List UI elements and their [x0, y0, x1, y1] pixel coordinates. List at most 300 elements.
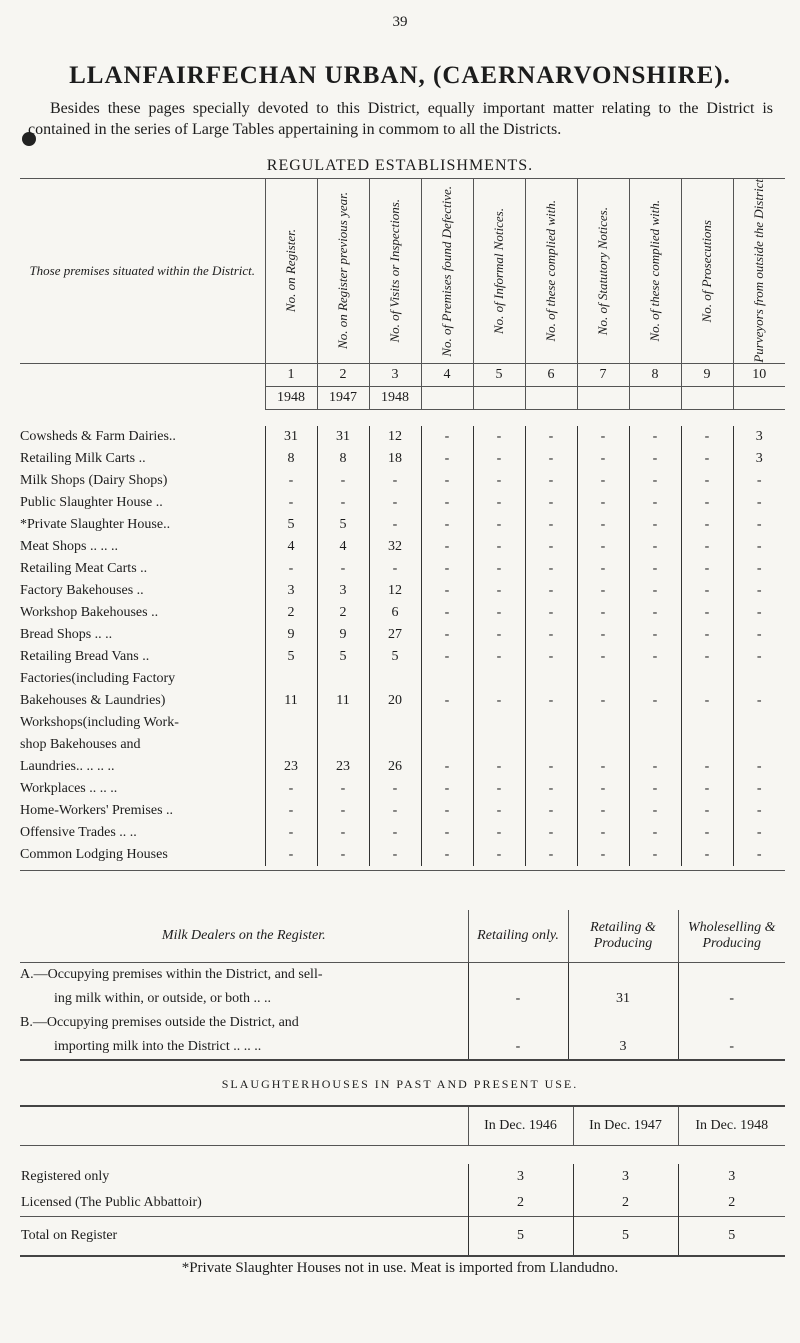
table-cell: 5	[317, 646, 369, 668]
table-cell: -	[369, 558, 421, 580]
intro-paragraph: Besides these pages specially devoted to this District, equally important matter relating to the District is contained in the series of Large Tables appertaining in commom to all the Districts.	[28, 100, 773, 138]
establishments-table	[20, 178, 785, 871]
table-cell: -	[577, 580, 629, 602]
table-cell	[629, 668, 681, 690]
table-row	[20, 844, 785, 866]
page-number: 39	[392, 14, 408, 30]
table-cell	[317, 712, 369, 734]
table-row	[20, 580, 785, 602]
table-cell: -	[468, 987, 568, 1011]
table-cell: -	[473, 514, 525, 536]
table-cell: 23	[317, 756, 369, 778]
table-cell: -	[629, 492, 681, 514]
table-cell: -	[577, 470, 629, 492]
table-cell: -	[681, 580, 733, 602]
slaughter-column-header: In Dec. 1946	[468, 1106, 573, 1146]
table-cell: -	[473, 426, 525, 448]
row-label: Bakehouses & Laundries)	[20, 692, 166, 708]
table-cell: -	[733, 624, 785, 646]
table-cell: -	[473, 602, 525, 624]
column-year: 1948	[369, 386, 421, 409]
table-row	[20, 734, 785, 756]
table-cell	[629, 712, 681, 734]
milk-column-header: Wholeselling & Producing	[678, 910, 785, 963]
table-cell: 18	[369, 448, 421, 470]
table-cell: 5	[265, 514, 317, 536]
row-label: Factory Bakehouses ..	[20, 582, 144, 598]
column-year	[473, 386, 525, 409]
table-cell: -	[629, 514, 681, 536]
table-cell: -	[525, 470, 577, 492]
table-cell: 23	[265, 756, 317, 778]
column-number: 4	[421, 363, 473, 386]
table-cell: -	[473, 624, 525, 646]
row-label: Retailing Bread Vans ..	[20, 648, 150, 664]
column-header	[681, 179, 733, 364]
table-cell: 12	[369, 580, 421, 602]
column-header	[733, 179, 785, 364]
column-header	[317, 179, 369, 364]
table-cell: 9	[317, 624, 369, 646]
table-cell	[577, 668, 629, 690]
table-row	[20, 756, 785, 778]
table-cell: -	[577, 426, 629, 448]
table-cell: -	[681, 470, 733, 492]
table-cell	[629, 734, 681, 756]
table-cell: 3	[733, 426, 785, 448]
table-cell: 31	[265, 426, 317, 448]
table-cell: 4	[265, 536, 317, 558]
column-header	[629, 179, 681, 364]
row-label: Workshop Bakehouses ..	[20, 604, 159, 620]
table-row	[20, 492, 785, 514]
table-cell: -	[473, 822, 525, 844]
table-cell: -	[421, 558, 473, 580]
row-label: Factories(including Factory	[20, 670, 176, 686]
table-cell: -	[629, 822, 681, 844]
row-label: Home-Workers' Premises ..	[20, 802, 174, 818]
table-cell: -	[421, 646, 473, 668]
table-cell: -	[317, 492, 369, 514]
table-cell: -	[525, 756, 577, 778]
table-cell	[421, 734, 473, 756]
table-cell: -	[681, 514, 733, 536]
table-cell: -	[317, 470, 369, 492]
table-cell: -	[369, 822, 421, 844]
table-cell: 3	[568, 1035, 678, 1060]
table-cell: -	[421, 448, 473, 470]
table-cell	[369, 712, 421, 734]
page-title: LLANFAIRFECHAN URBAN, (CAERNARVONSHIRE).	[69, 62, 731, 89]
table-cell: -	[681, 624, 733, 646]
column-number: 5	[473, 363, 525, 386]
slaughter-column-header: In Dec. 1947	[573, 1106, 678, 1146]
table-cell: -	[733, 690, 785, 712]
table-cell	[473, 668, 525, 690]
table-row	[20, 514, 785, 536]
table-cell: -	[525, 536, 577, 558]
table-cell: -	[629, 778, 681, 800]
table-cell: -	[577, 602, 629, 624]
table-cell: 31	[317, 426, 369, 448]
row-label: Common Lodging Houses	[20, 846, 168, 862]
first-column-header: Those premises situated within the District.	[20, 179, 265, 364]
column-number: 9	[681, 363, 733, 386]
table-cell: -	[525, 822, 577, 844]
row-label: Total on Register	[20, 1217, 468, 1257]
column-header-label: No. of these complied with.	[647, 200, 662, 342]
table-cell: -	[265, 492, 317, 514]
column-header-label: No. of Informal Notices.	[491, 207, 506, 334]
table-cell: -	[421, 690, 473, 712]
table-cell: -	[525, 646, 577, 668]
row-label: Cowsheds & Farm Dairies..	[20, 428, 176, 444]
table-cell	[733, 668, 785, 690]
table-cell: -	[473, 800, 525, 822]
table-cell: -	[733, 800, 785, 822]
table-cell: 5	[369, 646, 421, 668]
table-cell: 26	[369, 756, 421, 778]
table-cell	[369, 734, 421, 756]
table-row	[20, 987, 785, 1011]
table-row	[20, 822, 785, 844]
table-cell: -	[473, 536, 525, 558]
table-row	[20, 536, 785, 558]
table-row	[20, 712, 785, 734]
table-cell: -	[629, 646, 681, 668]
table-row	[20, 426, 785, 448]
table-cell: -	[577, 536, 629, 558]
table-cell	[265, 734, 317, 756]
table-cell: -	[473, 646, 525, 668]
table-cell: 2	[317, 602, 369, 624]
milk-column-header: Retailing & Producing	[568, 910, 678, 963]
table-cell: -	[421, 778, 473, 800]
table-cell: -	[681, 800, 733, 822]
table-cell	[369, 668, 421, 690]
table-row	[20, 558, 785, 580]
table-cell: -	[629, 558, 681, 580]
column-header	[265, 179, 317, 364]
table-cell	[525, 668, 577, 690]
table-cell: -	[629, 756, 681, 778]
column-year: 1948	[265, 386, 317, 409]
table-cell: -	[525, 492, 577, 514]
table-cell: -	[681, 844, 733, 866]
table-cell	[473, 734, 525, 756]
column-number: 10	[733, 363, 785, 386]
table-cell: -	[629, 690, 681, 712]
table-cell: -	[629, 602, 681, 624]
table-cell: -	[681, 558, 733, 580]
table-cell: -	[421, 822, 473, 844]
table-cell: -	[629, 448, 681, 470]
table-cell: -	[525, 778, 577, 800]
spacer-row	[20, 1146, 785, 1165]
table-cell: -	[369, 800, 421, 822]
row-label: Laundries.. .. .. ..	[20, 758, 115, 774]
table-cell	[265, 712, 317, 734]
footnote: *Private Slaughter Houses not in use. Meat is imported from Llandudno.	[181, 1260, 619, 1276]
table-cell: 20	[369, 690, 421, 712]
slaughter-column-header: In Dec. 1948	[678, 1106, 785, 1146]
table-cell: -	[733, 602, 785, 624]
table-cell: 27	[369, 624, 421, 646]
table-cell: -	[317, 800, 369, 822]
table-cell: -	[473, 844, 525, 866]
table-cell: -	[577, 646, 629, 668]
table-cell: 5	[317, 514, 369, 536]
table-cell: -	[629, 844, 681, 866]
table-row	[20, 1011, 785, 1035]
table-cell: -	[733, 580, 785, 602]
table-cell: -	[525, 580, 577, 602]
column-number: 2	[317, 363, 369, 386]
table-cell: 3	[733, 448, 785, 470]
table-cell: -	[681, 778, 733, 800]
table-cell: -	[681, 690, 733, 712]
table-cell: -	[525, 800, 577, 822]
table-row	[20, 800, 785, 822]
table-cell: 5	[265, 646, 317, 668]
table-cell	[577, 734, 629, 756]
table-cell	[265, 668, 317, 690]
table-cell: -	[473, 580, 525, 602]
table-cell: -	[577, 514, 629, 536]
table-cell: 31	[568, 987, 678, 1011]
table-cell: -	[473, 558, 525, 580]
table-cell: 5	[678, 1217, 785, 1257]
table-row	[20, 602, 785, 624]
table-cell	[678, 1011, 785, 1035]
table-cell: 12	[369, 426, 421, 448]
row-label: B.—Occupying premises outside the District, and	[20, 1015, 299, 1030]
column-header	[421, 179, 473, 364]
column-year	[681, 386, 733, 409]
table-cell: -	[369, 492, 421, 514]
table-row	[20, 778, 785, 800]
column-header	[473, 179, 525, 364]
table-cell: -	[629, 470, 681, 492]
row-label: shop Bakehouses and	[20, 736, 141, 752]
table-cell: -	[577, 558, 629, 580]
column-year	[629, 386, 681, 409]
table-cell: -	[681, 448, 733, 470]
table-cell	[317, 668, 369, 690]
table-cell: -	[681, 756, 733, 778]
table-cell: 2	[678, 1190, 785, 1217]
table-cell: -	[525, 514, 577, 536]
column-number: 8	[629, 363, 681, 386]
table-cell	[468, 1011, 568, 1035]
column-header	[369, 179, 421, 364]
table-row	[20, 646, 785, 668]
table-cell: 9	[265, 624, 317, 646]
row-label: Milk Shops (Dairy Shops)	[20, 472, 168, 488]
row-label: A.—Occupying premises within the District, and sell-	[20, 967, 323, 982]
table-cell: -	[733, 822, 785, 844]
table-cell: 5	[468, 1217, 573, 1257]
table-cell: -	[265, 558, 317, 580]
table-row	[20, 668, 785, 690]
table-cell: -	[629, 580, 681, 602]
table-cell: -	[733, 514, 785, 536]
slaughterhouses-table	[20, 1105, 785, 1257]
table-cell: -	[525, 690, 577, 712]
column-header-label: No. of Visits or Inspections.	[387, 199, 402, 343]
table-cell: -	[317, 558, 369, 580]
row-label: Licensed (The Public Abbattoir)	[21, 1195, 202, 1210]
table-cell: -	[577, 800, 629, 822]
table-cell: -	[525, 558, 577, 580]
slaughterhouses-title: SLAUGHTERHOUSES IN PAST AND PRESENT USE.	[221, 1077, 579, 1091]
table-cell: 2	[573, 1190, 678, 1217]
column-number: 6	[525, 363, 577, 386]
table-cell: -	[473, 492, 525, 514]
table-row	[20, 448, 785, 470]
table-cell: -	[678, 1035, 785, 1060]
column-year	[577, 386, 629, 409]
table-row	[20, 963, 785, 988]
table-cell: -	[317, 778, 369, 800]
table-cell: 3	[678, 1164, 785, 1190]
row-label: Workplaces .. .. ..	[20, 780, 118, 796]
table-cell: 32	[369, 536, 421, 558]
table-cell: -	[629, 426, 681, 448]
table-cell: 11	[265, 690, 317, 712]
table-cell: -	[525, 448, 577, 470]
table-cell: -	[525, 844, 577, 866]
column-header-label: No. on Register previous year.	[335, 192, 350, 350]
column-header-label: No. of Premises found Defective.	[439, 185, 454, 357]
table-cell: -	[421, 426, 473, 448]
table-cell: -	[733, 778, 785, 800]
table-cell: -	[681, 646, 733, 668]
table-cell	[577, 712, 629, 734]
table-cell: 2	[265, 602, 317, 624]
table-cell: 5	[573, 1217, 678, 1257]
table-cell	[468, 963, 568, 988]
table-cell: 4	[317, 536, 369, 558]
table-cell: -	[733, 492, 785, 514]
table-cell: -	[681, 536, 733, 558]
column-year	[421, 386, 473, 409]
table-cell: -	[733, 470, 785, 492]
row-label: Offensive Trades .. ..	[20, 824, 137, 840]
column-year	[733, 386, 785, 409]
column-header-label: No. of these complied with.	[543, 200, 558, 342]
column-header-label: Purveyors from outside the District	[751, 179, 767, 363]
table-cell: -	[265, 778, 317, 800]
row-label: Retailing Milk Carts ..	[20, 450, 146, 466]
table-cell: 6	[369, 602, 421, 624]
table-cell: 3	[317, 580, 369, 602]
table-cell: -	[421, 492, 473, 514]
table-cell: -	[421, 602, 473, 624]
table-cell: -	[681, 602, 733, 624]
table-cell	[681, 712, 733, 734]
table-cell: -	[265, 470, 317, 492]
table-cell: 2	[468, 1190, 573, 1217]
section-title: REGULATED ESTABLISHMENTS.	[266, 157, 534, 174]
table-cell: -	[421, 470, 473, 492]
table-cell: -	[421, 624, 473, 646]
table-cell: -	[733, 558, 785, 580]
table-cell	[525, 712, 577, 734]
table-cell: -	[577, 822, 629, 844]
table-cell: -	[421, 844, 473, 866]
table-cell: 8	[317, 448, 369, 470]
table-cell: -	[629, 800, 681, 822]
table-cell	[473, 712, 525, 734]
row-label: Registered only	[21, 1169, 110, 1184]
table-cell: -	[733, 844, 785, 866]
table-cell: -	[369, 844, 421, 866]
table-row	[20, 1190, 785, 1217]
table-cell	[733, 712, 785, 734]
table-cell: -	[629, 624, 681, 646]
table-cell	[681, 668, 733, 690]
table-cell: -	[265, 800, 317, 822]
table-cell: -	[473, 470, 525, 492]
table-cell: -	[681, 492, 733, 514]
table-cell: -	[525, 602, 577, 624]
table-row	[20, 1035, 785, 1060]
milk-column-header: Retailing only.	[468, 910, 568, 963]
table-cell	[525, 734, 577, 756]
column-number: 7	[577, 363, 629, 386]
table-row	[20, 470, 785, 492]
row-label: Public Slaughter House ..	[20, 494, 163, 510]
table-cell: -	[577, 492, 629, 514]
table-cell: -	[421, 580, 473, 602]
table-cell	[681, 734, 733, 756]
table-cell: -	[577, 448, 629, 470]
table-cell: -	[473, 756, 525, 778]
table-cell	[421, 668, 473, 690]
table-cell: -	[369, 778, 421, 800]
table-cell: 11	[317, 690, 369, 712]
table-cell: -	[525, 426, 577, 448]
column-header	[577, 179, 629, 364]
table-cell: -	[577, 690, 629, 712]
column-header	[525, 179, 577, 364]
row-label: *Private Slaughter House..	[20, 516, 171, 532]
table-cell: 3	[573, 1164, 678, 1190]
row-label: Workshops(including Work-	[20, 714, 179, 730]
table-cell: -	[733, 536, 785, 558]
table-cell: -	[678, 987, 785, 1011]
table-cell	[678, 963, 785, 988]
table-cell: -	[317, 844, 369, 866]
table-cell: -	[681, 822, 733, 844]
table-cell: -	[525, 624, 577, 646]
table-row	[20, 690, 785, 712]
column-header-label: No. of Statutory Notices.	[595, 206, 610, 335]
table-cell: -	[629, 536, 681, 558]
table-cell: -	[265, 822, 317, 844]
table-cell: -	[421, 756, 473, 778]
table-cell: -	[421, 514, 473, 536]
table-cell: -	[473, 690, 525, 712]
row-label: Bread Shops .. ..	[20, 626, 113, 642]
table-cell: -	[421, 536, 473, 558]
table-cell	[568, 963, 678, 988]
table-cell	[568, 1011, 678, 1035]
table-cell: -	[265, 844, 317, 866]
table-cell: -	[421, 800, 473, 822]
table-cell	[733, 734, 785, 756]
